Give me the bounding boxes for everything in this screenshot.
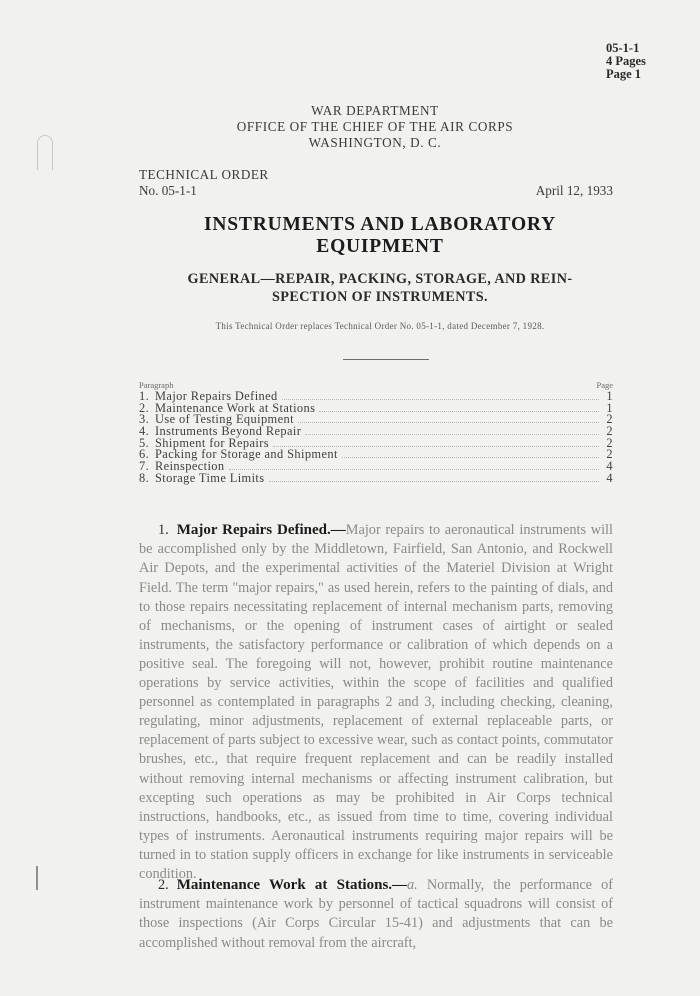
divider: [343, 359, 429, 360]
toc-page: 4: [606, 459, 613, 474]
title-line: INSTRUMENTS AND LABORATORY: [203, 214, 557, 235]
paragraph-number: 1.: [158, 522, 169, 539]
toc-title: Major Repairs Defined: [155, 389, 278, 403]
document-identifier: [606, 42, 646, 81]
toc-col-page: Page: [596, 380, 613, 390]
document-subtitle: [140, 270, 620, 306]
paragraph-text: Major repairs to aeronautical instruments will be accomplished only by the Middletown, Fairfield, San Antonio, and Rockwell Air Depots, and the experimental activities of the Materiel Division at Wright Field. The term "major repairs," as used herein, refers to the painting of dials, and to those repairs necessitating replacement of internal mechanism parts, removing of mechanisms, or the opening of instrument cases of airtight or sealed instruments, the satisfactory performance or calibration of which depends on a positive seal. The foregoing will not, however, prohibit routine maintenance operations by service activities, within the scope of facilities and qualified personnel as contemplated in paragraphs 2 and 3, including checking, cleaning, regulating, minor adjustments, replacement of external replaceable parts, or replacement of parts subject to excessive wear, such as contact points, commutator brushes, etc., that require frequent replacement and can be readily installed without removing internal mechanisms or affecting instrument calibration, but excepting such operations as may be prohibited in Air Corps technical instructions, handbooks, etc., as issued from time to time, covering individual types of instruments. Aeronautical instruments requiring major repairs will be turned in to station supply officers in exchange for like instruments in serviceable condition.: [139, 522, 614, 882]
toc-title: Storage Time Limits: [155, 470, 265, 485]
toc-number: 6.: [139, 447, 150, 462]
toc-title: Reinspection: [155, 459, 225, 474]
paragraph-heading: Major Repairs Defined.—: [176, 522, 346, 539]
paragraph-number: 2.: [158, 877, 169, 894]
toc-col-paragraph: Paragraph: [139, 380, 174, 390]
leader-dots: [229, 461, 600, 470]
order-number-corner: 05-1-1: [606, 41, 640, 55]
subtitle-line: SPECTION OF INSTRUMENTS.: [271, 289, 488, 305]
page-number: Page 1: [606, 67, 642, 81]
subtitle-line: GENERAL—REPAIR, PACKING, STORAGE, AND REIN-: [187, 271, 573, 287]
toc-page: 4: [606, 470, 613, 485]
replaces-note: This Technical Order replaces Technical Order No. 05-1-1, dated December 7, 1928.: [215, 321, 545, 331]
toc-number: 1.: [139, 389, 150, 403]
leader-dots: [273, 438, 599, 447]
toc-number: 7.: [139, 459, 150, 474]
toc-title: Instruments Beyond Repair: [155, 424, 302, 439]
paragraph-maintenance-work: [139, 876, 613, 952]
subparagraph-letter: a.: [407, 877, 418, 894]
leader-dots: [269, 473, 600, 482]
toc-number: 4.: [139, 424, 150, 439]
leader-dots: [305, 426, 599, 435]
toc-number: 8.: [139, 470, 150, 485]
order-number: No. 05-1-1: [139, 183, 197, 198]
toc-title: Packing for Storage and Shipment: [155, 447, 338, 462]
toc-number: 2.: [139, 400, 150, 415]
order-date: April 12, 1933: [535, 183, 613, 198]
toc-page: 2: [606, 447, 613, 462]
paragraph-text: Normally, the performance of instrument maintenance work by personnel of tactical squadrons will consist of those inspections (Air Corps Circular 15-41) and adjustments that can be accomplished without removal from the aircraft,: [139, 877, 613, 951]
department-name: WAR DEPARTMENT: [311, 103, 439, 118]
toc-page: 2: [606, 435, 613, 450]
leader-dots: [298, 414, 599, 423]
toc-title: Use of Testing Equipment: [155, 412, 294, 427]
title-line: EQUIPMENT: [316, 236, 444, 257]
office-name: OFFICE OF THE CHIEF OF THE AIR CORPS: [236, 119, 514, 134]
department-header: [0, 103, 700, 151]
leader-dots: [342, 449, 599, 458]
office-location: WASHINGTON, D. C.: [308, 135, 442, 150]
toc-page: 2: [606, 412, 613, 427]
page-count: 4 Pages: [606, 54, 646, 68]
paragraph-heading: Maintenance Work at Stations.—: [176, 877, 408, 894]
table-of-contents: [139, 379, 613, 485]
margin-mark: [36, 866, 38, 890]
toc-number: 3.: [139, 412, 150, 427]
leader-dots: [319, 403, 599, 412]
toc-page: 2: [606, 424, 613, 439]
order-info: [139, 167, 613, 199]
toc-item: [139, 470, 613, 485]
leader-dots: [282, 391, 599, 400]
toc-page: 1: [606, 400, 613, 415]
toc-title: Maintenance Work at Stations: [155, 400, 316, 415]
paragraph-major-repairs: [139, 521, 613, 884]
toc-number: 5.: [139, 435, 150, 450]
order-label: TECHNICAL ORDER: [139, 167, 269, 182]
toc-title: Shipment for Repairs: [155, 435, 269, 450]
toc-page: 1: [606, 389, 613, 403]
document-title: [140, 214, 620, 258]
